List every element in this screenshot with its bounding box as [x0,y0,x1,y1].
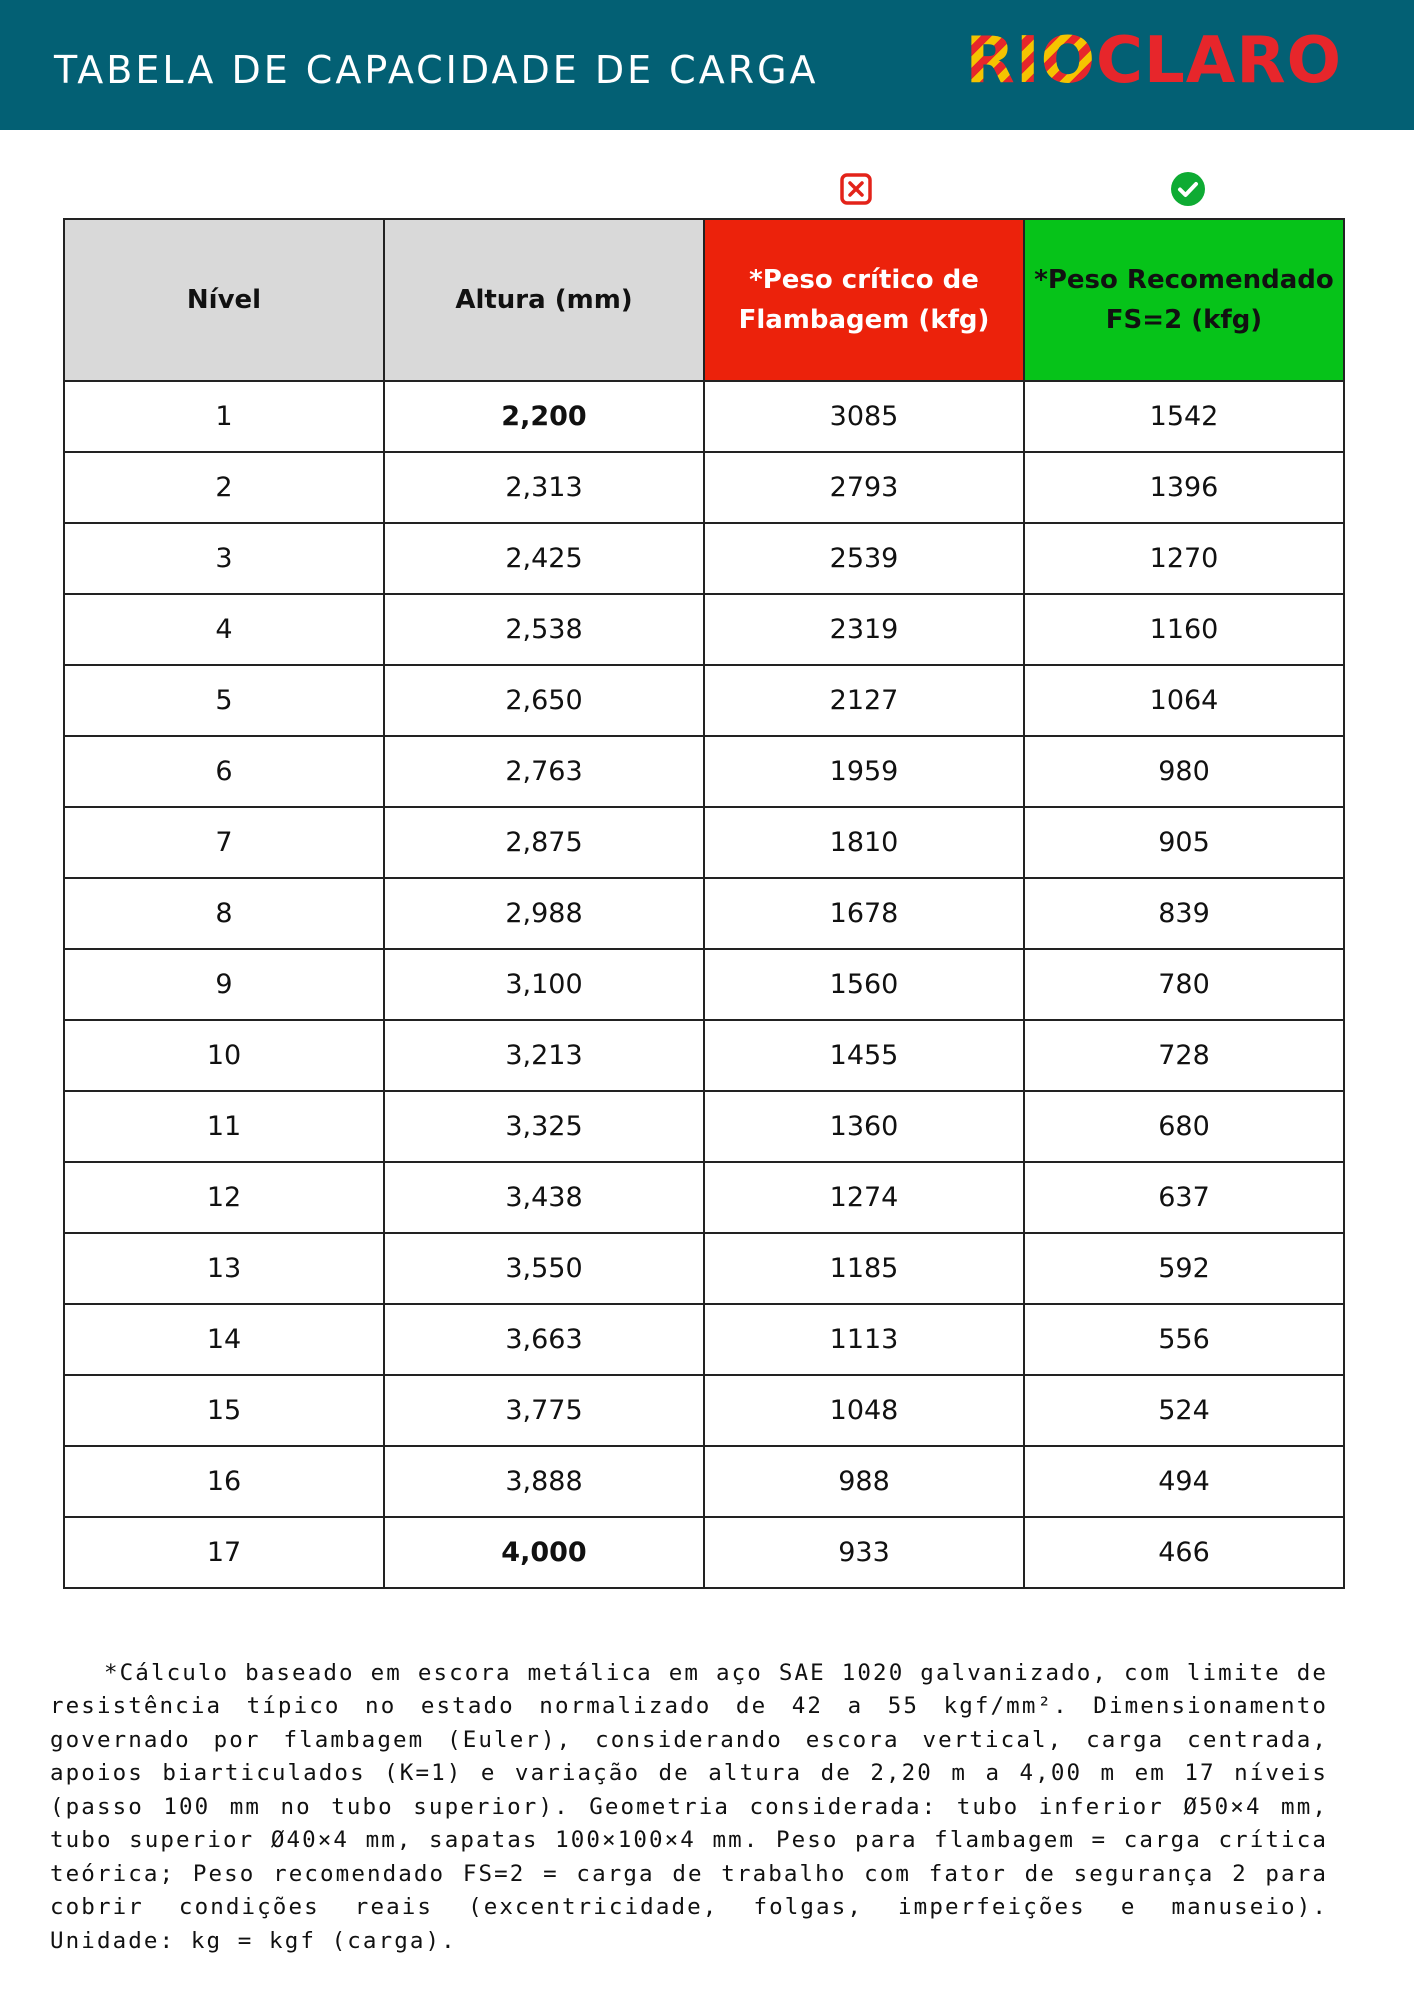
cell-nivel: 5 [64,665,384,736]
cell-peso-recomendado: 1396 [1024,452,1344,523]
table-row [64,1375,1344,1446]
check-circle-icon [1170,171,1206,207]
cell-nivel: 4 [64,594,384,665]
footnote: *Cálculo baseado em escora metálica em aço SAE 1020 galvanizado, com limite de resistência típico no estado normalizado de 42 a 55 kgf/mm². Dimensionamento governado por flambagem (Euler), considerando escora vertical, carga centrada, apoios biarticulados (K=1) e variação de altura de 2,20 m a 4,00 m em 17 níveis (passo 100 mm no tubo superior). Geometria considerada: tubo inferior Ø50×4 mm, tubo superior Ø40×4 mm, sapatas 100×100×4 mm. Peso para flambagem = carga crítica teórica; Peso recomendado FS=2 = carga de trabalho com fator de segurança 2 para cobrir condições reais (excentricidade, folgas, imperfeições e manuseio). Unidade: kg = kgf (carga). [50,1659,1328,1954]
table-row [64,736,1344,807]
cell-nivel: 15 [64,1375,384,1446]
cell-altura: 3,888 [384,1446,704,1517]
cell-peso-recomendado: 728 [1024,1020,1344,1091]
cell-peso-recomendado: 780 [1024,949,1344,1020]
cell-peso-recomendado: 592 [1024,1233,1344,1304]
header-peso-recomendado-line1: *Peso Recomendado [1034,265,1334,295]
cell-peso-recomendado: 524 [1024,1375,1344,1446]
cell-peso-critico: 933 [704,1517,1024,1588]
table-row [64,1233,1344,1304]
cell-nivel: 3 [64,523,384,594]
cell-nivel: 6 [64,736,384,807]
cell-peso-critico: 1959 [704,736,1024,807]
cell-altura: 3,438 [384,1162,704,1233]
cell-nivel: 13 [64,1233,384,1304]
cell-peso-recomendado: 556 [1024,1304,1344,1375]
cell-peso-recomendado: 1270 [1024,523,1344,594]
cell-nivel: 1 [64,381,384,452]
cell-peso-critico: 1678 [704,878,1024,949]
cell-altura: 2,763 [384,736,704,807]
table-row [64,807,1344,878]
cell-altura: 3,100 [384,949,704,1020]
cell-peso-critico: 1274 [704,1162,1024,1233]
cell-altura: 3,325 [384,1091,704,1162]
table-row [64,381,1344,452]
cell-altura: 3,663 [384,1304,704,1375]
cell-nivel: 9 [64,949,384,1020]
cell-peso-critico: 1360 [704,1091,1024,1162]
logo-text-rio: RIO [965,24,1097,98]
cell-altura: 3,775 [384,1375,704,1446]
header-peso-recomendado-line2: FS=2 (kfg) [1105,305,1263,335]
cell-peso-recomendado: 466 [1024,1517,1344,1588]
cell-peso-critico: 2793 [704,452,1024,523]
header-peso-critico-line2: Flambagem (kfg) [738,305,990,335]
brand-logo [965,24,1342,98]
cell-altura: 3,213 [384,1020,704,1091]
header-peso-critico-line1: *Peso crítico de [749,265,979,295]
table-row [64,1446,1344,1517]
table-row [64,665,1344,736]
page-title: TABELA DE CAPACIDADE DE CARGA [54,48,819,92]
cell-peso-critico: 1810 [704,807,1024,878]
cell-altura: 2,425 [384,523,704,594]
cell-nivel: 12 [64,1162,384,1233]
x-box-icon [838,171,874,207]
cell-altura: 2,875 [384,807,704,878]
cell-altura: 2,200 [384,381,704,452]
table-row [64,1304,1344,1375]
cell-altura: 3,550 [384,1233,704,1304]
cell-nivel: 7 [64,807,384,878]
header-peso-critico [704,219,1024,381]
cell-nivel: 14 [64,1304,384,1375]
header-altura: Altura (mm) [384,219,704,381]
cell-peso-recomendado: 1064 [1024,665,1344,736]
table-row [64,523,1344,594]
cell-nivel: 2 [64,452,384,523]
cell-nivel: 17 [64,1517,384,1588]
cell-peso-critico: 1113 [704,1304,1024,1375]
cell-peso-critico: 1560 [704,949,1024,1020]
cell-altura: 4,000 [384,1517,704,1588]
header-peso-recomendado [1024,219,1344,381]
table-row [64,1091,1344,1162]
cell-nivel: 16 [64,1446,384,1517]
cell-nivel: 11 [64,1091,384,1162]
cell-peso-critico: 2539 [704,523,1024,594]
cell-peso-critico: 1455 [704,1020,1024,1091]
table-header-row [64,219,1344,381]
cell-peso-recomendado: 637 [1024,1162,1344,1233]
cell-peso-recomendado: 1542 [1024,381,1344,452]
header-nivel: Nível [64,219,384,381]
table-row [64,452,1344,523]
cell-peso-critico: 2127 [704,665,1024,736]
load-capacity-table-wrapper [63,218,1345,1589]
cell-altura: 2,650 [384,665,704,736]
cell-peso-recomendado: 680 [1024,1091,1344,1162]
cell-peso-critico: 3085 [704,381,1024,452]
load-capacity-table [63,218,1345,1589]
table-row [64,1517,1344,1588]
cell-nivel: 10 [64,1020,384,1091]
table-row [64,1162,1344,1233]
cell-peso-recomendado: 494 [1024,1446,1344,1517]
table-body [64,381,1344,1588]
page-header [0,0,1414,130]
cell-altura: 2,313 [384,452,704,523]
cell-peso-critico: 988 [704,1446,1024,1517]
cell-peso-recomendado: 980 [1024,736,1344,807]
cell-altura: 2,538 [384,594,704,665]
cell-peso-recomendado: 905 [1024,807,1344,878]
cell-peso-recomendado: 839 [1024,878,1344,949]
cell-peso-recomendado: 1160 [1024,594,1344,665]
cell-peso-critico: 1048 [704,1375,1024,1446]
table-row [64,949,1344,1020]
table-row [64,594,1344,665]
cell-peso-critico: 2319 [704,594,1024,665]
cell-altura: 2,988 [384,878,704,949]
cell-nivel: 8 [64,878,384,949]
table-row [64,878,1344,949]
logo-text-claro: CLARO [1096,24,1342,98]
cell-peso-critico: 1185 [704,1233,1024,1304]
table-row [64,1020,1344,1091]
